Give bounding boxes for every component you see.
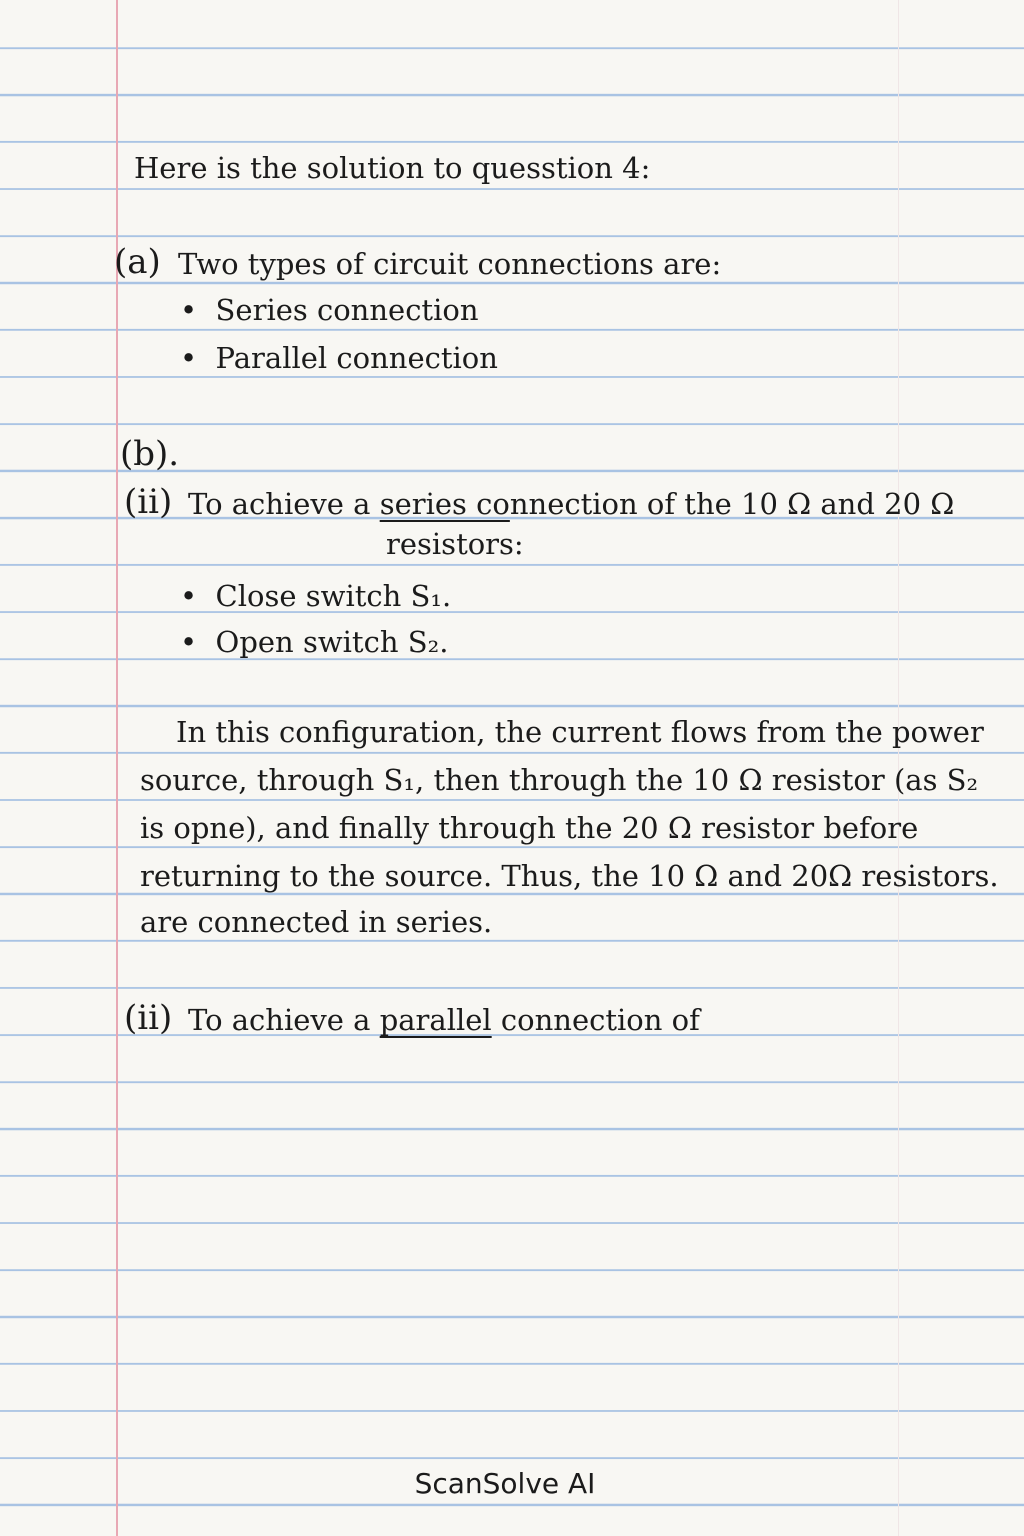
heading-post: nnection of the 10 Ω and 20 Ω [509,487,955,521]
heading-pre: To achieve a [188,1003,380,1037]
part-a-bullet-2: • Parallel connection [180,341,498,375]
heading-pre: To achieve a [188,487,380,521]
bullet-text: Open switch S₂. [215,625,449,659]
part-b-bullet-2: • Open switch S₂. [180,625,449,659]
part-b-sub2-label: (ii) [124,998,173,1038]
part-b-sub2-heading [188,1002,700,1038]
part-b-sub1-cont: resistors: [386,527,524,561]
underlined-term: parallel [379,1003,492,1037]
bullet-text: Series connection [215,293,479,327]
paragraph-line-3: is opne), and finally through the 20 Ω resistor before [140,811,919,845]
paragraph-line-1: In this configuration, the current flows from the power [176,715,984,749]
intro-line: Here is the solution to quesstion 4: [134,151,651,185]
footer-brand: ScanSolve AI [414,1467,596,1500]
heading-post: connection of [491,1003,700,1037]
part-b-sub1-label: (ii) [124,482,173,522]
part-b-bullet-1: • Close switch S₁. [180,579,452,613]
part-b-sub1-heading [188,486,954,522]
part-a-bullet-1: • Series connection [180,293,479,327]
paragraph-line-2: source, through S₁, then through the 10 Ω resistor (as S₂ [140,763,979,797]
part-a-heading: Two types of circuit connections are: [178,247,722,281]
bullet-text: Close switch S₁. [215,579,452,613]
paragraph-line-4: returning to the source. Thus, the 10 Ω and 20Ω resistors. [140,859,999,893]
underlined-term: series co [379,487,510,521]
part-b-label: (b). [120,434,180,474]
paragraph-line-5: are connected in series. [140,905,493,939]
bullet-text: Parallel connection [215,341,498,375]
part-a-label: (a) [114,242,161,282]
margin-line [116,0,118,1536]
